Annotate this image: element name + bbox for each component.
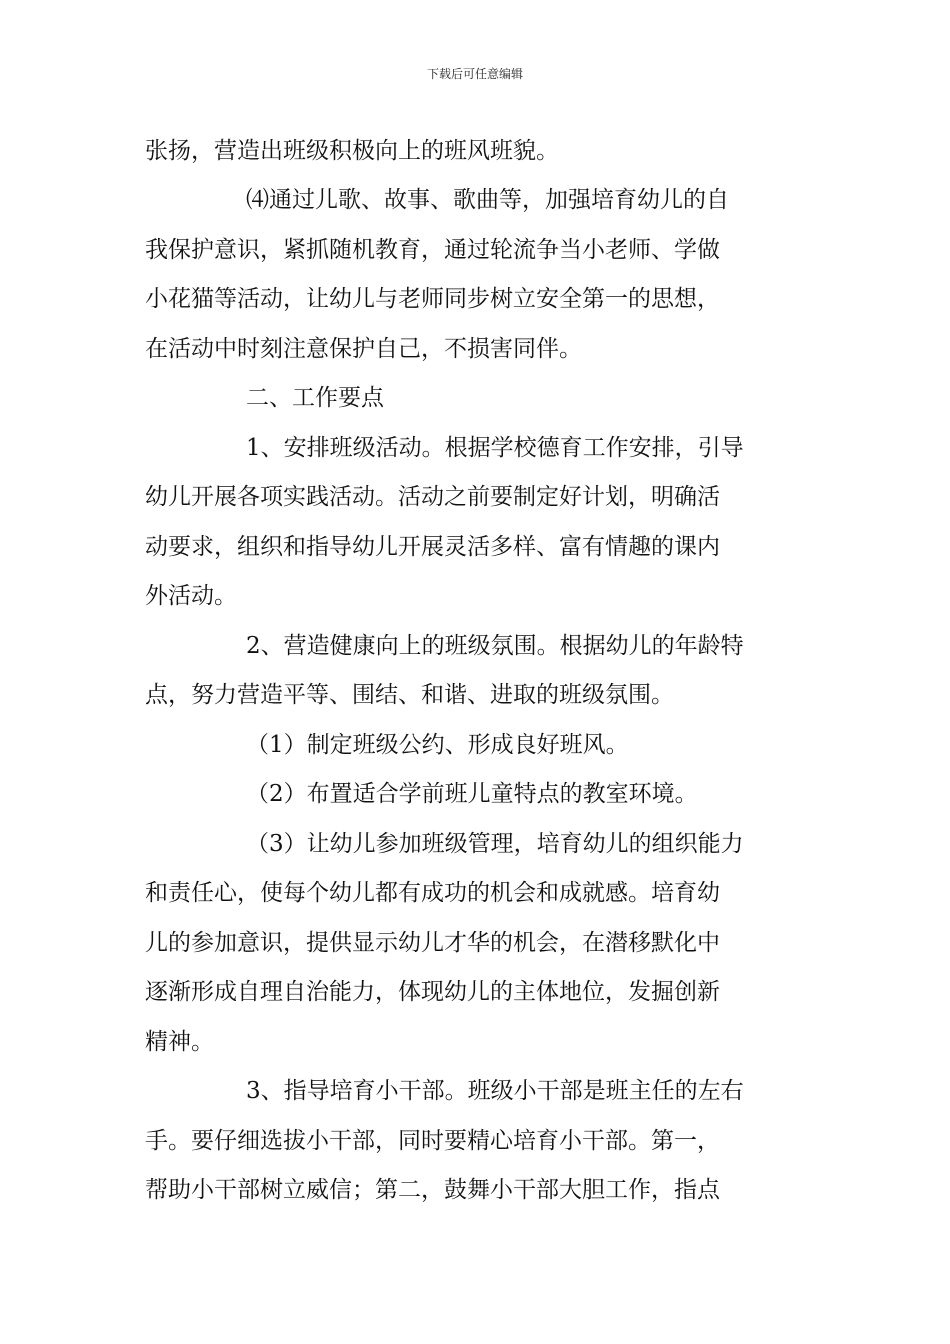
text-line: 儿的参加意识，提供显示幼儿才华的机会，在潜移默化中 [145, 930, 720, 956]
text-line: 和责任心，使每个幼儿都有成功的机会和成就感。培育幼 [145, 880, 720, 906]
text-line: 在活动中时刻注意保护自己，不损害同伴。 [145, 336, 582, 362]
text-line: 1、安排班级活动。根据学校德育工作安排，引导 [246, 435, 744, 461]
text-line: 手。要仔细选拔小干部，同时要精心培育小干部。第一， [145, 1128, 720, 1154]
text-line: 3、指导培育小干部。班级小干部是班主任的左右 [246, 1078, 744, 1104]
text-line: （2）布置适合学前班儿童特点的教室环境。 [246, 781, 698, 807]
text-line: （1）制定班级公约、形成良好班风。 [246, 732, 629, 758]
text-line: 小花猫等活动，让幼儿与老师同步树立安全第一的思想， [145, 286, 720, 312]
page-header: 下载后可任意编辑 [426, 67, 523, 81]
text-line: 点，努力营造平等、围结、和谐、进取的班级氛围。 [145, 682, 674, 708]
text-line: 动要求，组织和指导幼儿开展灵活多样、富有情趣的课内 [145, 534, 720, 560]
text-line: （3）让幼儿参加班级管理，培育幼儿的组织能力 [246, 831, 744, 857]
section-heading: 二、工作要点 [246, 385, 384, 411]
text-line: 逐渐形成自理自治能力，体现幼儿的主体地位，发掘创新 [145, 979, 720, 1005]
text-line: 外活动。 [145, 583, 237, 609]
text-line: ⑷通过儿歌、故事、歌曲等，加强培育幼儿的自 [246, 187, 729, 213]
text-line: 帮助小干部树立威信；第二，鼓舞小干部大胆工作，指点 [145, 1177, 720, 1203]
text-line: 幼儿开展各项实践活动。活动之前要制定好计划，明确活 [145, 484, 720, 510]
text-line: 张扬，营造出班级积极向上的班风班貌。 [145, 138, 559, 164]
text-line: 精神。 [145, 1029, 214, 1055]
text-line: 2、营造健康向上的班级氛围。根据幼儿的年龄特 [246, 633, 744, 659]
text-line: 我保护意识，紧抓随机教育，通过轮流争当小老师、学做 [145, 237, 720, 263]
